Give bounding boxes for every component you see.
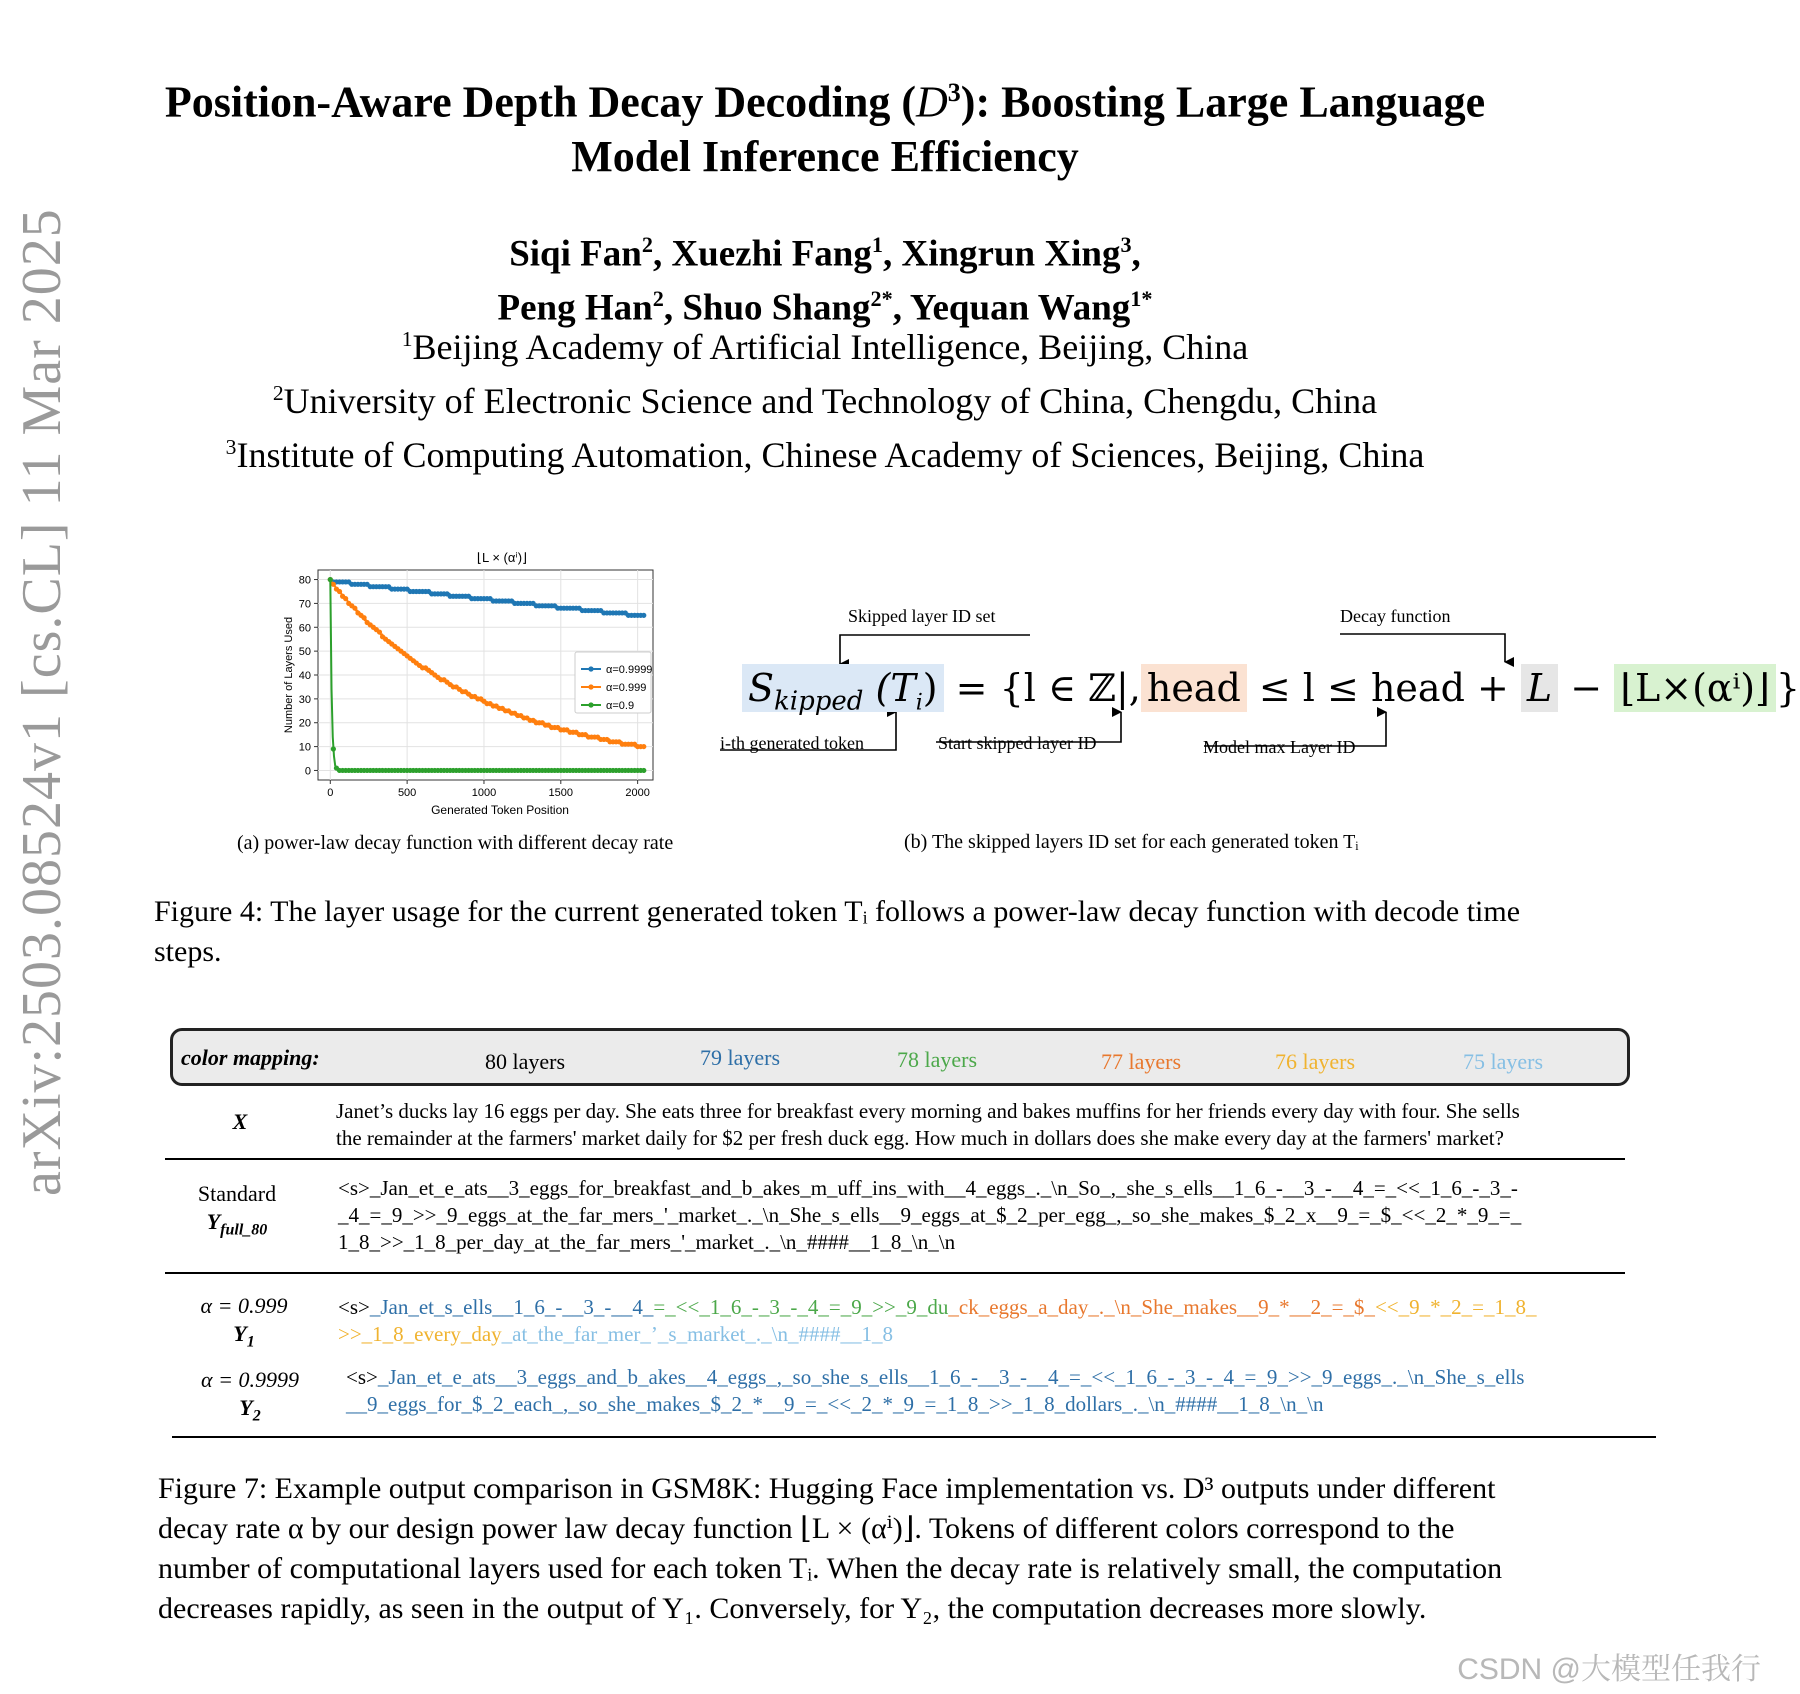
y-tick-label: 80 (298, 574, 311, 587)
legend-entry-1: α=0.9999 (606, 664, 653, 676)
affiliation-1: $^1$Beijing Academy of Artificial Intelligence, Beijing, China (401, 327, 1249, 367)
author-list (150, 222, 1500, 331)
x-tick-label: 1500 (548, 787, 574, 799)
highlight-head: head (1141, 664, 1247, 712)
arxiv-stamp: arXiv:2503.08524v1 [cs.CL] 11 Mar 2025 (11, 208, 73, 1196)
skipped-set-formula: $S_{kipped}$ $(T_i) = \{l$ ∈ ℤ|, head ≤ l ≤ head + L − ⌊L×(αⁱ)⌋ } (742, 666, 1800, 717)
title-line-2: Model Inference Efficiency (571, 131, 1079, 181)
decay-chart (270, 545, 690, 825)
annotation-max-layer: Model max Layer ID (1203, 737, 1356, 757)
y1-token-79: _Jan_et_s_ells__1_6_-__3_-__4_ (369, 1295, 654, 1319)
row-label-y1: α = 0.999 $Y_1$ (200, 1293, 288, 1351)
y1-output (338, 1294, 1536, 1348)
y1-token-75: _at_the_far_mer_’_s_market_._\n_####__1_8 (501, 1322, 893, 1346)
chart-title: ⌊L × (αⁱ)⌋ (476, 550, 528, 565)
legend-entry-3: α=0.9 (606, 700, 635, 712)
data-point (641, 744, 646, 749)
highlight-L: L (1521, 664, 1558, 712)
affiliation-3: $^3$Institute of Computing Automation, Chinese Academy of Sciences, Beijing, China (225, 435, 1425, 475)
annotation-start-layer: Start skipped layer ID (938, 733, 1097, 753)
legend-marker (588, 702, 593, 707)
data-point (331, 746, 336, 751)
title-line-1: Position-Aware Depth Decay Decoding $(D^3)$: Boosting Large Language (164, 77, 1486, 127)
color-77-layers: 77 layers (1101, 1049, 1182, 1074)
highlight-decay: ⌊L×(αⁱ)⌋ (1614, 664, 1776, 712)
legend-marker (588, 666, 593, 671)
y-tick-label: 10 (298, 741, 311, 754)
color-78-layers: 78 layers (897, 1047, 978, 1072)
row-label-y2: α = 0.9999 $Y_2$ (201, 1367, 299, 1425)
y1-token-78: =_<<_1_6_-_3_-_4_=_9_>>_9_du (653, 1295, 949, 1319)
color-mapping-legend (170, 1028, 1630, 1086)
arrow-skipped (840, 635, 1030, 664)
color-mapping-label: color mapping: (181, 1045, 320, 1070)
table-rule-1 (165, 1158, 1625, 1160)
y-tick-label: 70 (298, 598, 311, 611)
figure-7-caption: Figure 7: Example output comparison in GSM8K: Hugging Face implementation vs. D³ outputs under different decay rate α by our design power law decay function ⌊L × (αⁱ)⌋. Tokens of different colors correspond to the number of computational layers used for each token Tᵢ. When the decay rate is relatively small, the computation decreases rapidly, as seen in the output of Y₁. Conversely, for Y₂, the computation decreases more slowly. (158, 1472, 1503, 1625)
table-rule-2 (165, 1272, 1625, 1274)
data-point (328, 577, 333, 582)
affiliation-2: $^2$University of Electronic Science and Technology of China, Chengdu, China (272, 381, 1378, 421)
y2-output: <s>_Jan_et_e_ats__3_eggs_and_b_akes__4_eggs_,_so_she_s_ells__1_6_-__3_-__4_=_<<_1_6_-_3_-_4_=_9_>>_9_eggs_._\n_She_s_ells __9_eggs_for_$_2_each_,_so_she_makes_$_2_*__9_=_<<_2_*_9_=_1_8_>>_1_8_dollars_._\n_####__1_8_\n_\n (346, 1365, 1525, 1416)
author-line-2: Peng Han$^2$, Shuo Shang$^{2*}$, Yequan Wang$^{1*}$ (497, 286, 1153, 329)
data-point (641, 613, 646, 618)
y-tick-label: 30 (298, 693, 311, 706)
y-tick-label: 20 (298, 717, 311, 730)
y-tick-label: 60 (298, 622, 311, 635)
x-tick-label: 1000 (471, 787, 497, 799)
data-point (352, 606, 357, 611)
x-axis-label: Generated Token Position (431, 803, 569, 817)
highlight-skipped: $S_{kipped}$ $(T_i)$ (742, 664, 944, 712)
table-rule-3 (172, 1436, 1656, 1438)
y-tick-label: 0 (304, 765, 311, 778)
subcaption-b: (b) The skipped layers ID set for each generated token Tᵢ (904, 831, 1359, 853)
data-point (343, 596, 348, 601)
x-tick-label: 2000 (625, 787, 650, 799)
y1-token-76b: >>_1_8_every_day (338, 1322, 502, 1346)
watermark: CSDN @大模型任我行 (1457, 1653, 1761, 1686)
paper-title (150, 66, 1500, 184)
y-axis-label: Number of Layers Used (283, 616, 295, 734)
color-75-layers: 75 layers (1463, 1049, 1544, 1074)
annotation-skipped-layer-set: Skipped layer ID set (848, 606, 996, 626)
data-point (331, 582, 336, 587)
affiliations (150, 316, 1500, 478)
color-76-layers: 76 layers (1275, 1049, 1356, 1074)
x-tick-label: 500 (397, 787, 417, 799)
legend-marker (588, 684, 593, 689)
data-point (362, 615, 367, 620)
standard-output: <s>_Jan_et_e_ats__3_eggs_for_breakfast_and_b_akes_m_uff_ins_with__4_eggs_._\n_So_,_she_s_ells__1_6_-__3_-__4_=_<<_1_6_-_3_- _4_=_9_>>_9_eggs_at_the_far_mers_'_market_._\n_She_s_ells__9_eggs_at_$_2_per_egg_,_so_she_makes_$_2_x__9_=_$_<<_2_*_9_=_ 1_8_>>_1_8_per_day_at_the_far_mers_'_market_._\n_####__1_8_\n_\n (338, 1176, 1522, 1254)
y-tick-label: 40 (298, 670, 311, 682)
chart-legend (575, 652, 652, 713)
row-label-standard: Standard $Y_{full\_80}$ (197, 1181, 277, 1239)
color-79-layers: 79 layers (700, 1045, 781, 1070)
y1-token-76: <<_9_*_2_=_1_8_ (1374, 1295, 1537, 1319)
annotation-decay-function: Decay function (1340, 606, 1451, 626)
data-point (337, 589, 342, 594)
annotation-token: i-th generated token (720, 733, 864, 753)
question-text: Janet’s ducks lay 16 eggs per day. She eats three for breakfast every morning and bakes muffins for her friends every day with four. She sells the remainder at the farmers' market daily for $2 per fresh duck egg. How much in dollars does she make every day at the farmers' market? (336, 1099, 1520, 1150)
data-point (641, 768, 646, 773)
data-point (377, 629, 382, 634)
y1-token-80: <s> (338, 1295, 370, 1319)
subcaption-a: (a) power-law decay function with different decay rate (237, 832, 674, 854)
y1-token-77: _ck_eggs_a_day_._\n_She_makes__9_*__2_=_$_ (948, 1295, 1375, 1319)
arrow-decay (1340, 634, 1505, 662)
y-tick-label: 50 (298, 646, 311, 659)
color-80-layers: 80 layers (485, 1049, 566, 1074)
row-label-x: X (232, 1109, 248, 1134)
x-tick-label: 0 (327, 787, 334, 799)
author-line-1: Siqi Fan$^2$, Xuezhi Fang$^1$, Xingrun Xing$^3$, (509, 232, 1141, 275)
legend-entry-2: α=0.999 (606, 682, 647, 694)
figure-4-caption: Figure 4: The layer usage for the current generated token Tᵢ follows a power-law decay function with decode time steps. (154, 895, 1521, 968)
